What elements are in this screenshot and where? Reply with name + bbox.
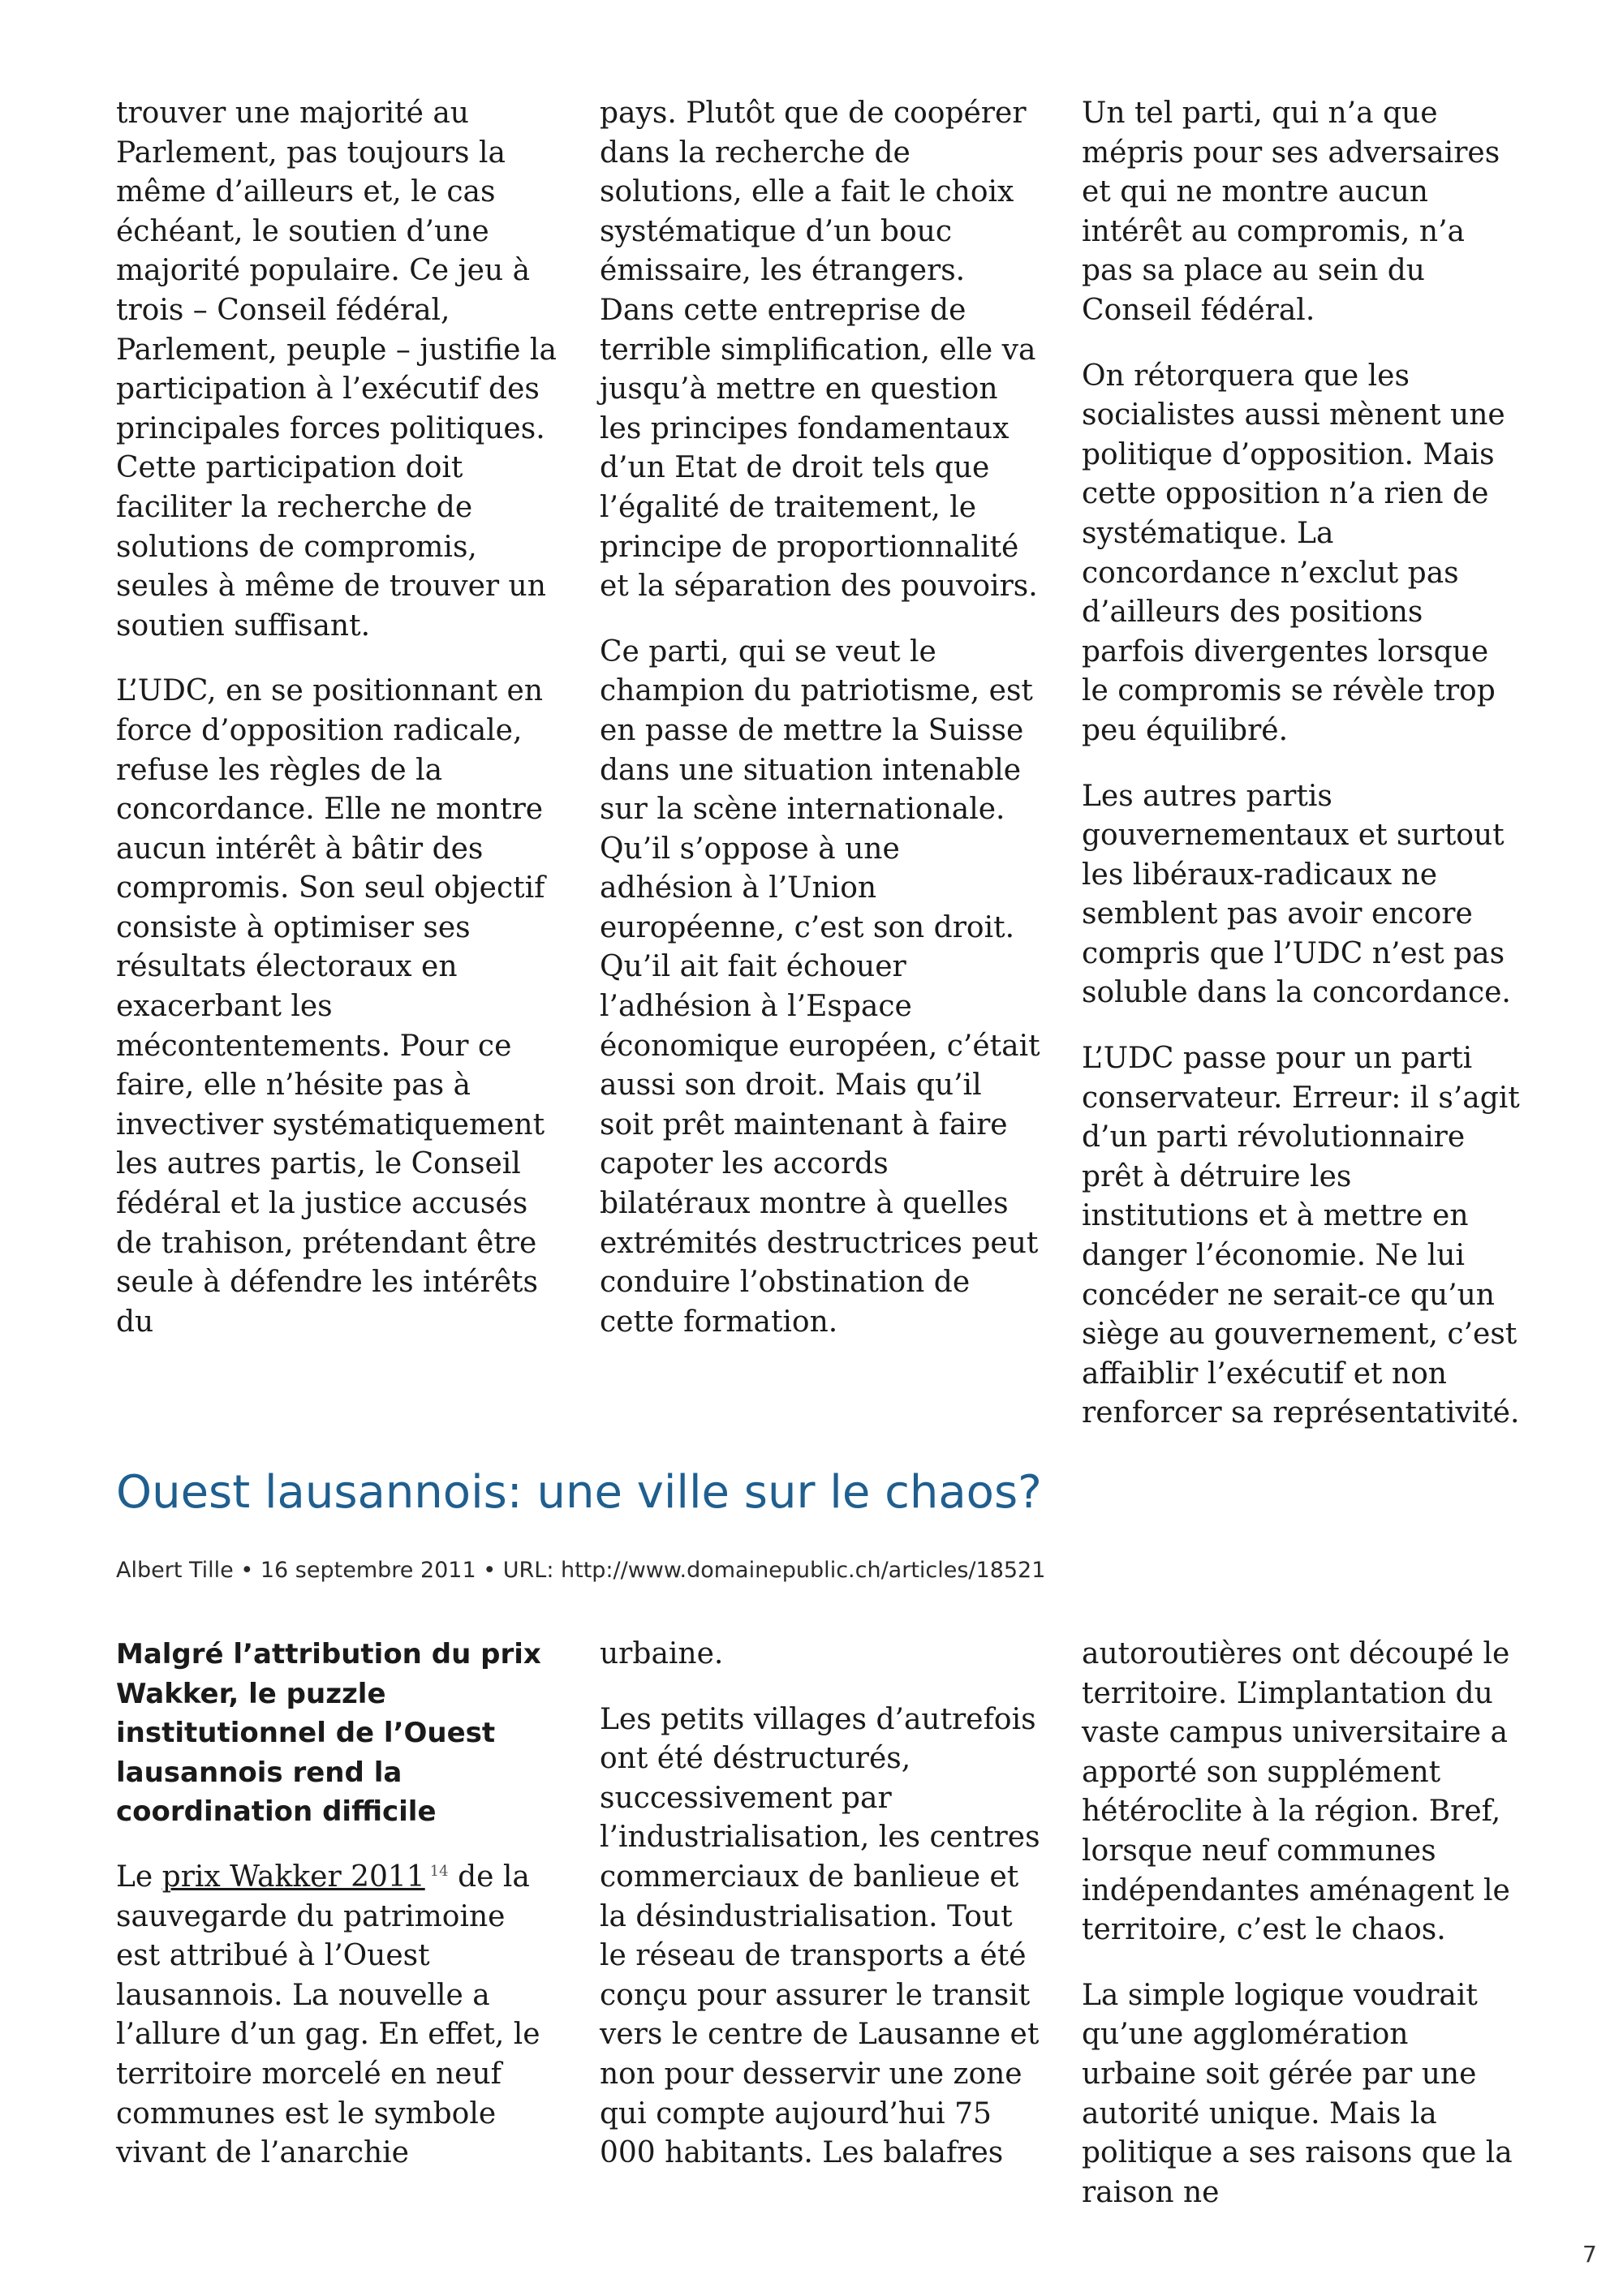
page-number: 7 [1582,2241,1597,2268]
top-column-1 [116,94,558,1368]
top-column-2 [600,94,1042,1368]
paragraph: autoroutières ont découpé le territoire. L’implantation du vaste campus universitaire a apporté son supplément hétéroclite à la région. Bref, lorsque neuf communes indépendantes aménagent le territoire, c’est le chaos. [1082,1637,1510,1947]
article-title: Ouest lausannois: une ville sur le chaos? [116,1466,1042,1519]
article-column-3 [1082,1635,1524,2238]
prix-wakker-link[interactable]: prix Wakker 2011 [161,1860,425,1894]
paragraph: L’UDC passe pour un parti conservateur. Erreur: il s’agit d’un parti révolutionnaire prêt à détruire les institutions et à mettre en danger l’économie. Ne lui concéder ne serait-ce qu’un siège au gouvernement, c’est affaiblir l’exécutif et non renforcer sa représentativité. [1082,1042,1520,1430]
paragraph: pays. Plutôt que de coopérer dans la recherche de solutions, elle a fait le choix systématique d’un bouc émissaire, les étrangers. Dans cette entreprise de terrible simplification, elle va jusqu’à mettre en question les principes fondamentaux d’un Etat de droit tels que l’égalité de traitement, le principe de proportionnalité et la séparation des pouvoirs. [600,97,1038,604]
article-lead: Malgré l’attribution du prix Wakker, le puzzle institutionnel de l’Ouest lausannois rend la coordination difficile [116,1638,541,1829]
paragraph: On rétorquera que les socialistes aussi mènent une politique d’opposition. Mais cette opposition n’a rien de systématique. La concordance n’exclut pas d’ailleurs des positions parfois divergentes lorsque le compromis se révèle trop peu équilibré. [1082,359,1505,747]
footnote-ref[interactable]: 14 [429,1862,449,1880]
paragraph: trouver une majorité au Parlement, pas toujours la même d’ailleurs et, le cas échéant, le soutien d’une majorité populaire. Ce jeu à trois – Conseil fédéral, Parlement, peuple – justifie la participation à l’exécutif des principales forces politiques. Cette participation doit faciliter la recherche de solutions de compromis, seules à même de trouver un soutien suffisant. [116,97,557,643]
paragraph: Un tel parti, qui n’a que mépris pour ses adversaires et qui ne montre aucun intérêt au compromis, n’a pas sa place au sein du Conseil fédéral. [1082,97,1500,327]
article-byline: Albert Tille • 16 septembre 2011 • URL: http://www.domainepublic.ch/articles/18521 [116,1558,1046,1583]
article-column-1 [116,1635,558,2199]
paragraph: urbaine. [600,1637,724,1670]
paragraph: L’UDC, en se positionnant en force d’opposition radicale, refuse les règles de la concordance. Elle ne montre aucun intérêt à bâtir des compromis. Son seul objectif consiste à optimiser ses résultats électoraux en exacerbant les mécontentements. Pour ce faire, elle n’hésite pas à invectiver systématiquement les autres partis, le Conseil fédéral et la justice accusés de trahison, prétendant être seule à défendre les intérêts du [116,674,545,1339]
article-column-2 [600,1635,1042,2199]
paragraph: Les petits villages d’autrefois ont été déstructurés, successivement par l’industrialisation, les centres commerciaux de banlieue et la désindustrialisation. Tout le réseau de transports a été conçu pour assurer le transit vers le centre de Lausanne et non pour desservir une zone qui compte aujourd’hui 75 000 habitants. Les balafres [600,1702,1040,2170]
paragraph: Les autres partis gouvernementaux et surtout les libéraux-radicaux ne semblent pas avoir encore compris que l’UDC n’est pas soluble dans la concordance. [1082,779,1511,1010]
paragraph: Ce parti, qui se veut le champion du patriotisme, est en passe de mettre la Suisse dans une situation intenable sur la scène internationale. Qu’il s’oppose à une adhésion à l’Union européenne, c’est son droit. Qu’il ait fait échouer l’adhésion à l’Espace économique européen, c’était aussi son droit. Mais qu’il soit prêt maintenant à faire capoter les accords bilatéraux montre à quelles extrémités destructrices peut conduire l’obstination de cette formation. [600,634,1040,1339]
paragraph: La simple logique voudrait qu’une agglomération urbaine soit gérée par une autorité unique. Mais la politique a ses raisons que la raison ne [1082,1978,1513,2209]
top-column-3 [1082,94,1524,1460]
paragraph [116,1858,558,2173]
paragraph-text: de la sauvegarde du patrimoine est attribué à l’Ouest lausannois. La nouvelle a l’allure d’un gag. En effet, le territoire morcelé en neuf communes est le symbole vivant de l’anarchie [116,1860,540,2170]
paragraph-text: Le [116,1860,162,1894]
